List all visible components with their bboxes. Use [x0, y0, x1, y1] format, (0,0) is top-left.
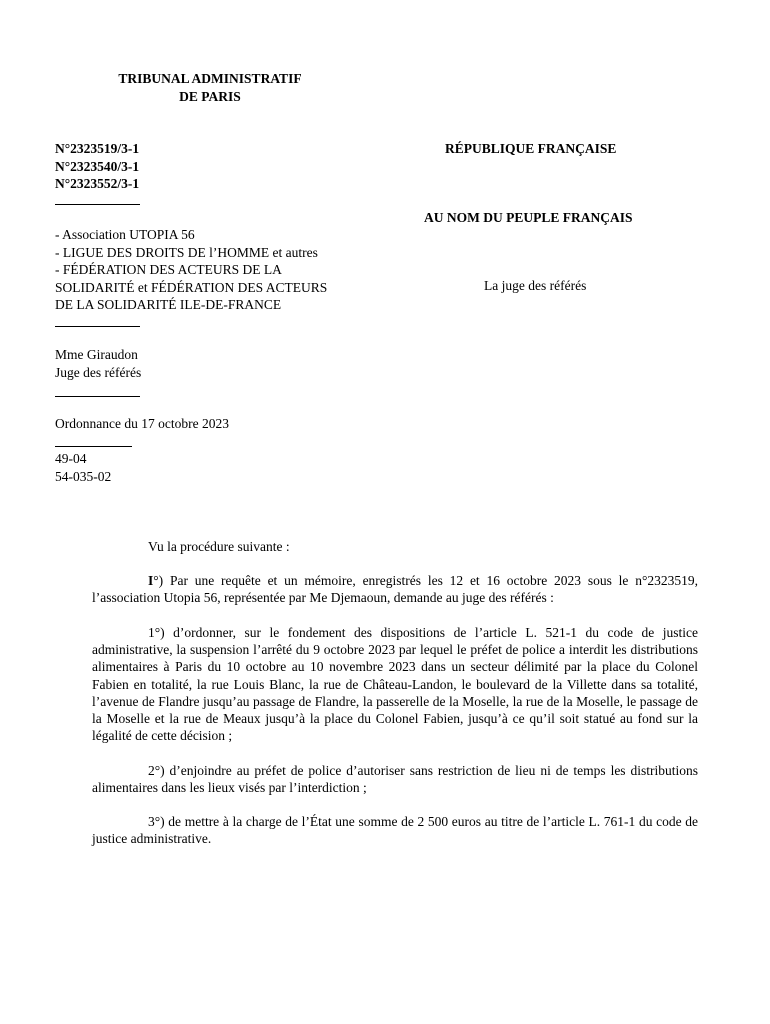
court-header: [90, 70, 330, 106]
separator-line: [55, 446, 132, 447]
case-number: N°2323540/3-1: [55, 158, 140, 174]
case-numbers: [55, 140, 139, 193]
judge-title: Juge des référés: [55, 364, 142, 380]
paragraph-request: [92, 572, 698, 606]
paragraph-point-2: [92, 762, 698, 796]
judge-role-label: La juge des référés: [484, 278, 587, 293]
paragraph-text: 2°) d’enjoindre au préfet de police d’autoriser sans restriction de lieu ni de temps les distributions alimentaires dans les lieux visés par l’interdiction ;: [92, 763, 698, 796]
classification-code: 54-035-02: [55, 468, 112, 484]
paragraph-point-1: [92, 624, 698, 744]
paragraph-text: 1°) d’ordonner, sur le fondement des dispositions de l’article L. 521-1 du code de justice administrative, la suspension l’arrêté du 9 octobre 2023 par lequel le préfet de police a interdit les distributions alimentaires à Paris du 10 octobre au 10 novembre 2023 dans un secteur délimité par la place du Colonel Fabien en totalité, la rue Louis Blanc, la rue de Château-Landon, le boulevard de la Villette dans sa totalité, l’avenue de Flandre jusqu’au passage de Flandre, la passerelle de la Moselle, la rue de la Moselle, le passage de la Moselle et la rue de Meaux jusqu’à la place du Colonel Fabien, jusqu’à ce qu’il soit statué au fond sur la légalité de cette décision ;: [92, 625, 698, 744]
party-line: - Association UTOPIA 56: [55, 227, 195, 242]
people-heading: AU NOM DU PEUPLE FRANÇAIS: [424, 210, 633, 225]
party-line: SOLIDARITÉ et FÉDÉRATION DES ACTEURS: [55, 279, 328, 295]
republic-heading: RÉPUBLIQUE FRANÇAISE: [445, 141, 617, 156]
paragraph-point-3: [92, 813, 698, 847]
parties-list: [55, 226, 327, 314]
case-number: N°2323552/3-1: [55, 176, 140, 191]
procedure-intro: Vu la procédure suivante :: [148, 539, 290, 554]
paragraph-text: 3°) de mettre à la charge de l’État une somme de 2 500 euros au titre de l’article L. 761-1 du code de justice administrative.: [92, 814, 698, 847]
judge-name: Mme Giraudon: [55, 347, 138, 362]
party-line: DE LA SOLIDARITÉ ILE-DE-FRANCE: [55, 297, 282, 312]
section-numeral: I: [148, 573, 154, 588]
court-name-line1: TRIBUNAL ADMINISTRATIF: [118, 71, 302, 86]
judge-block: [55, 346, 141, 381]
party-line: - FÉDÉRATION DES ACTEURS DE LA: [55, 262, 282, 277]
separator-line: [55, 326, 140, 327]
separator-line: [55, 204, 140, 205]
order-date: Ordonnance du 17 octobre 2023: [55, 416, 229, 431]
classification-code: 49-04: [55, 451, 87, 466]
case-number: N°2323519/3-1: [55, 141, 140, 156]
court-name-line2: DE PARIS: [179, 89, 241, 104]
separator-line: [55, 396, 140, 397]
party-line: - LIGUE DES DROITS DE l’HOMME et autres: [55, 244, 318, 260]
paragraph-text: °) Par une requête et un mémoire, enregistrés les 12 et 16 octobre 2023 sous le n°2323519, l’association Utopia 56, représentée par Me Djemaoun, demande au juge des référés :: [92, 573, 698, 606]
classification-codes: [55, 450, 111, 485]
